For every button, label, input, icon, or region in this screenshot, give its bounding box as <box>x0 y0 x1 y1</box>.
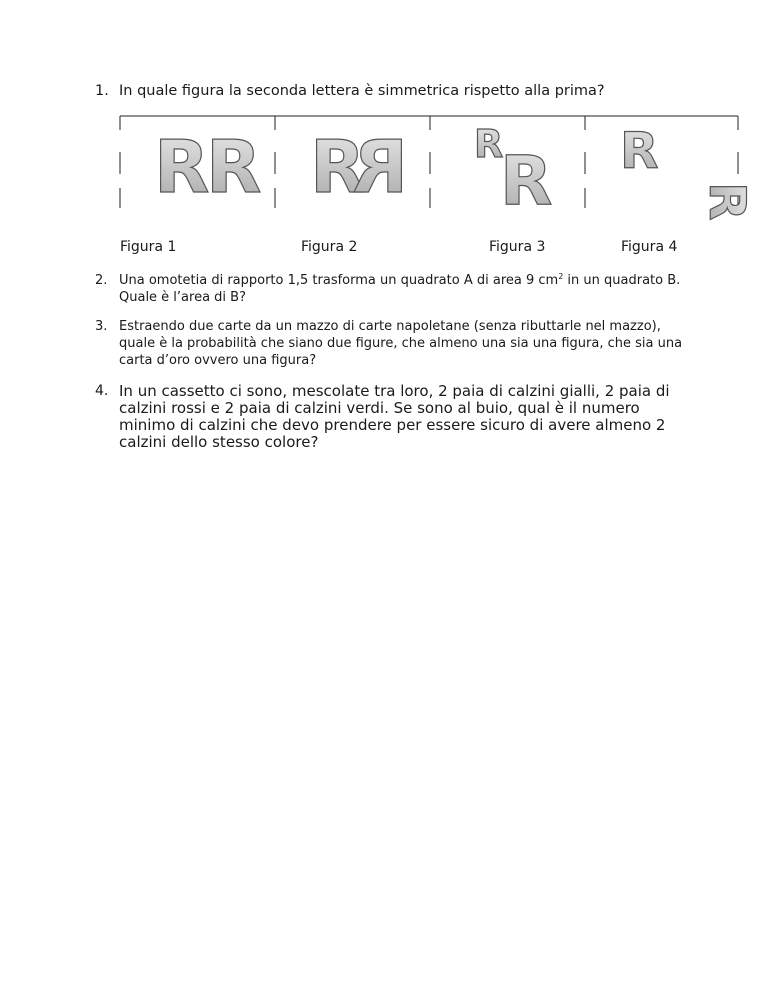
figure-strip <box>114 112 756 221</box>
question-1 <box>95 82 695 100</box>
letter-r-1: R <box>310 125 366 209</box>
question-text: In quale figura la seconda lettera è simmetrica rispetto alla prima? <box>119 83 605 99</box>
letter-r-mirrored: R <box>352 125 408 209</box>
figure-caption-2: Figura 2 <box>301 239 358 255</box>
question-text-part: in un quadrato B. Quale è l’area di B? <box>119 273 681 305</box>
figure-2 <box>310 125 408 209</box>
figure-1 <box>154 125 261 209</box>
figure-3 <box>474 122 552 221</box>
question-number: 1. <box>95 83 109 99</box>
question-number: 2. <box>95 273 108 288</box>
question-number: 4. <box>95 383 109 399</box>
superscript: 2 <box>558 272 564 281</box>
figure-caption-1: Figura 1 <box>120 239 177 255</box>
question-3 <box>95 318 695 369</box>
letter-r-large: R <box>500 142 553 221</box>
question-text <box>119 272 695 306</box>
question-text-part: Una omotetia di rapporto 1,5 trasforma un quadrato A di area 9 cm <box>119 273 559 288</box>
letter-r-small: R <box>474 122 504 166</box>
question-number: 3. <box>95 319 108 334</box>
question-4 <box>95 383 695 451</box>
letter-r-rotated: R <box>698 182 756 221</box>
question-text: Estraendo due carte da un mazzo di carte napoletane (senza ributtarle nel mazzo), quale è la probabilità che siano due figure, che almeno una sia una figura, che sia una carta d’oro ovvero una figura? <box>119 319 683 368</box>
question-2 <box>95 272 695 306</box>
figure-caption-3: Figura 3 <box>489 239 546 255</box>
letter-r-1: R <box>620 122 659 180</box>
figure-4 <box>620 122 756 221</box>
figure-caption-4: Figura 4 <box>621 239 678 255</box>
letter-r-1: R <box>154 125 210 209</box>
letter-r-2: R <box>206 125 262 209</box>
question-text: In un cassetto ci sono, mescolate tra loro, 2 paia di calzini gialli, 2 paia di calzini rossi e 2 paia di calzini verdi. Se sono al buio, qual è il numero minimo di calzini che devo prendere per essere sicuro di avere almeno 2 calzini dello stesso colore? <box>119 382 670 451</box>
